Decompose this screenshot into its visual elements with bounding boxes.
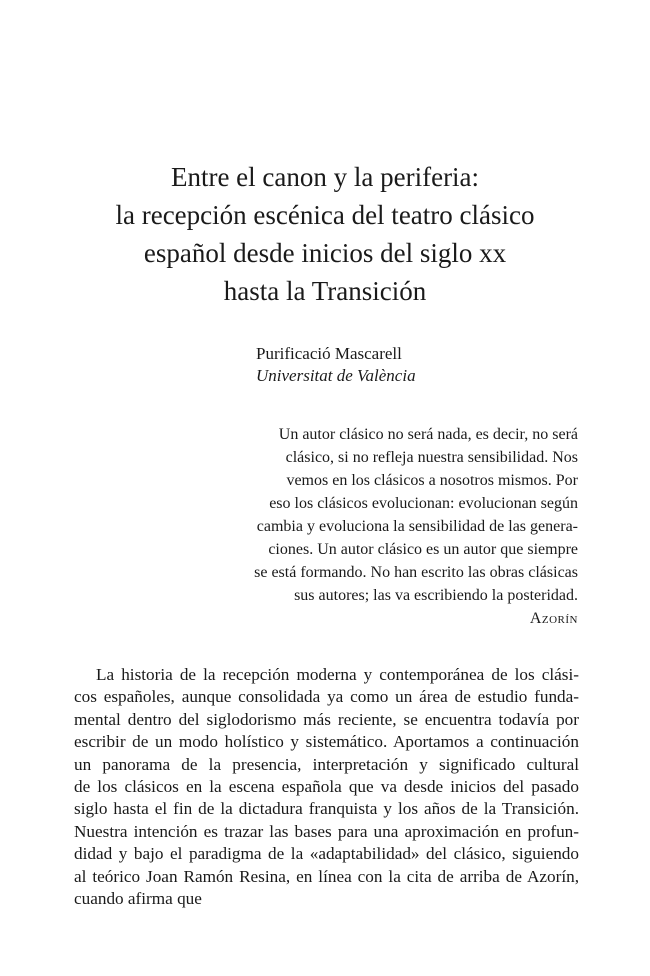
- body-line: siglo hasta el fin de la dictadura franquista y los años de la Transición.: [74, 799, 579, 819]
- body-line: un panorama de la presencia, interpretación y significado cultural: [74, 754, 579, 774]
- epigraph-line: cambia y evoluciona la sensibilidad de las genera-: [256, 518, 578, 535]
- title-line: hasta la Transición: [223, 276, 427, 306]
- author-affiliation: Universitat de València: [256, 366, 416, 385]
- body-line: mental dentro del siglodorismo más reciente, se encuentra todavía por: [74, 709, 579, 729]
- epigraph: [228, 423, 578, 630]
- body-line: cos españoles, aunque consolidada ya como un área de estudio funda-: [74, 687, 579, 707]
- body-line: escribir de un modo holístico y sistemático. Aportamos a continuación: [74, 732, 579, 752]
- body-line: Nuestra intención es trazar las bases para una aproximación en profun-: [74, 821, 579, 841]
- author-name: Purificació Mascarell: [256, 344, 402, 363]
- title-line: Entre el canon y la periferia:: [170, 162, 480, 192]
- title-line: español desde inicios del siglo xx: [143, 238, 507, 268]
- epigraph-line: vemos en los clásicos a nosotros mismos. Por: [286, 472, 578, 489]
- epigraph-line: clásico, si no refleja nuestra sensibilidad. Nos: [285, 449, 578, 466]
- body-line: de los clásicos en la escena española que va desde inicios del pasado: [74, 777, 579, 797]
- title-line: la recepción escénica del teatro clásico: [115, 200, 535, 230]
- body-paragraph: [74, 664, 579, 910]
- chapter-title: [40, 158, 610, 310]
- epigraph-attribution: Azorín: [529, 610, 578, 627]
- epigraph-line: eso los clásicos evolucionan: evolucionan según: [269, 495, 578, 512]
- body-line: didad y bajo el paradigma de la «adaptabilidad» del clásico, siguiendo: [74, 844, 579, 864]
- body-line: al teórico Joan Ramón Resina, en línea con la cita de arriba de Azorín,: [74, 866, 579, 886]
- epigraph-line: sus autores; las va escribiendo la posteridad.: [294, 587, 578, 604]
- author-block: [256, 343, 416, 387]
- body-line: La historia de la recepción moderna y contemporánea de los clási-: [96, 665, 579, 684]
- epigraph-line: se está formando. No han escrito las obras clásicas: [254, 564, 578, 581]
- epigraph-line: ciones. Un autor clásico es un autor que siempre: [268, 541, 578, 558]
- epigraph-line: Un autor clásico no será nada, es decir, no será: [278, 426, 578, 443]
- body-line: cuando afirma que: [74, 889, 202, 909]
